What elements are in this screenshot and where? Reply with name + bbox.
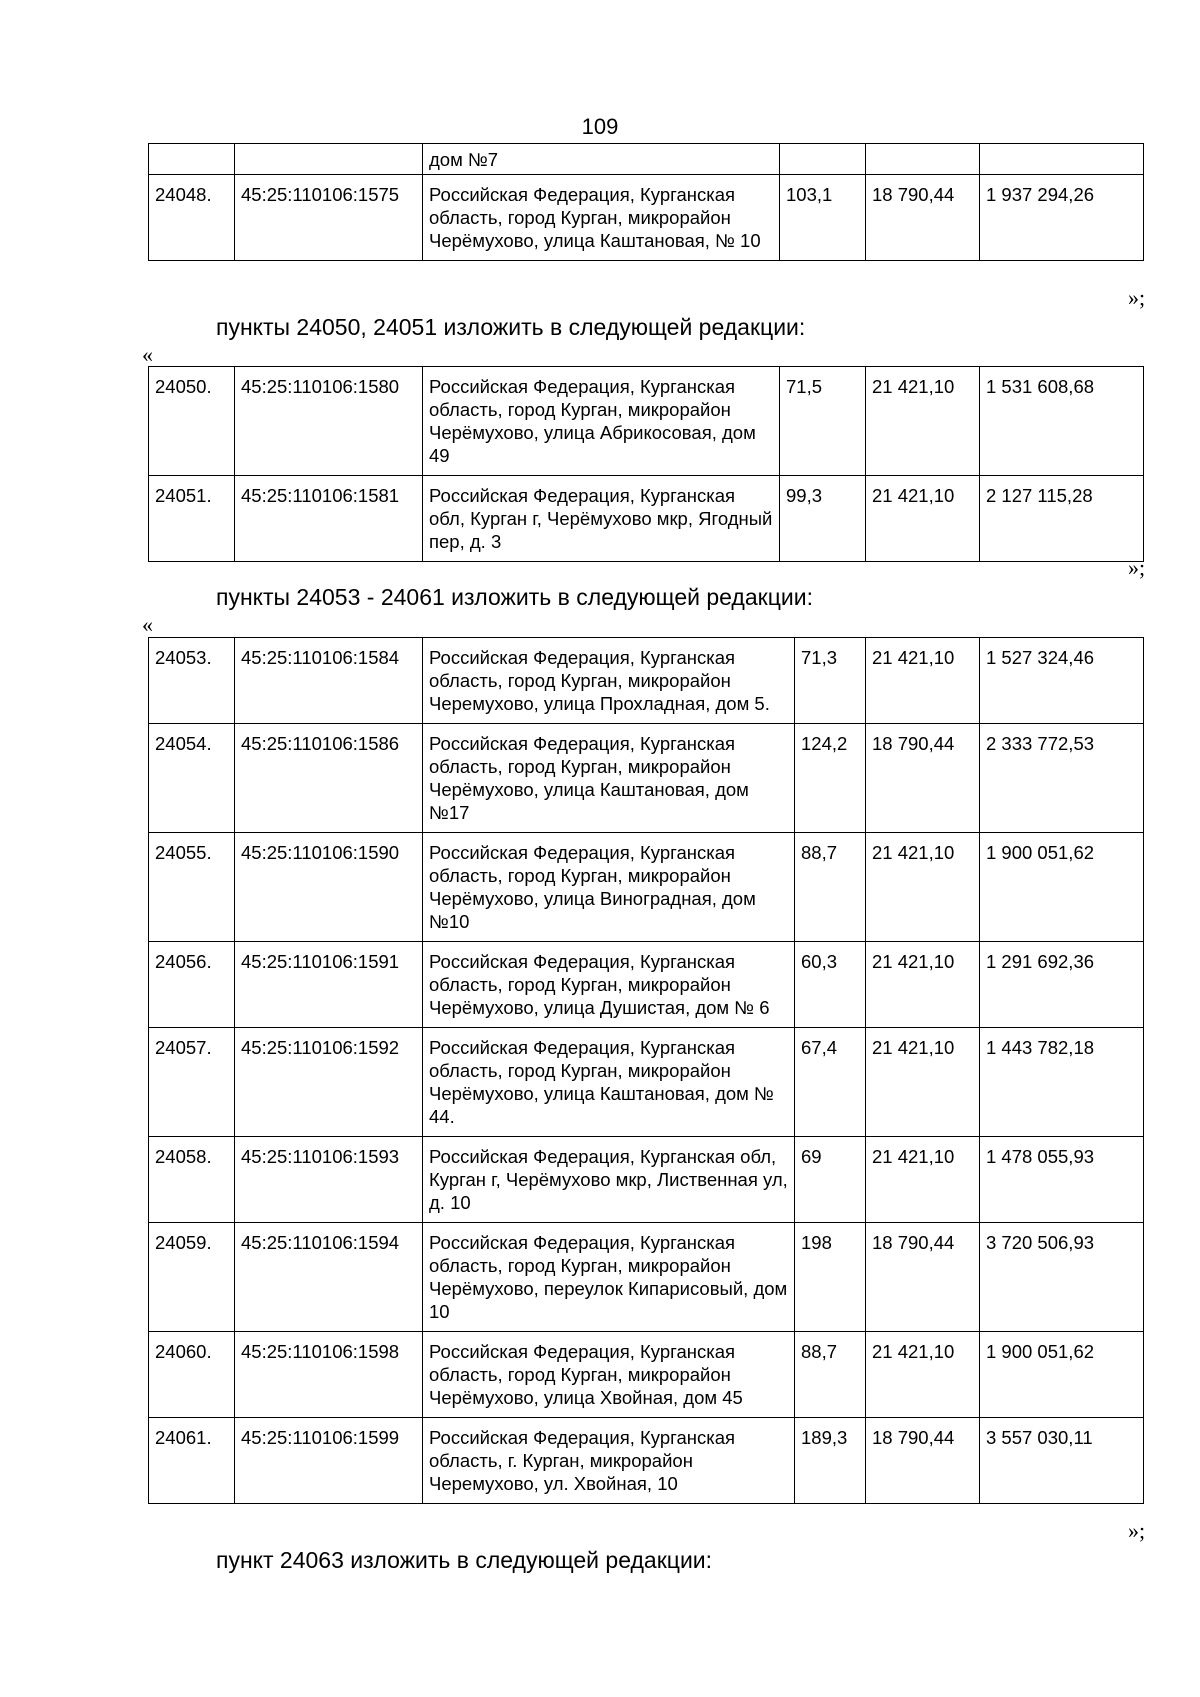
item-number: 24058. [149,1137,235,1223]
address: Российская Федерация, Курганская область, город Курган, микрорайон Черёмухово, улица Каштановая, дом № 44. [423,1028,795,1137]
area [780,144,866,175]
address: дом №7 [423,144,780,175]
unit-price: 21 421,10 [866,638,980,724]
address: Российская Федерация, Курганская область, город Курган, микрорайон Черёмухово, улица Абрикосовая, дом 49 [423,367,780,476]
table-row [149,1418,1144,1504]
item-number: 24053. [149,638,235,724]
cadastral-number: 45:25:110106:1586 [235,724,423,833]
cadastral-value: 2 333 772,53 [980,724,1144,833]
unit-price: 21 421,10 [866,833,980,942]
unit-price: 21 421,10 [866,1332,980,1418]
table-row [149,1028,1144,1137]
area: 99,3 [780,476,866,562]
closing-quote: »; [1128,1518,1146,1543]
item-number: 24055. [149,833,235,942]
cadastral-number: 45:25:110106:1584 [235,638,423,724]
unit-price [866,144,980,175]
cadastral-number: 45:25:110106:1592 [235,1028,423,1137]
unit-price: 18 790,44 [866,1418,980,1504]
table-row [149,144,1144,175]
closing-quote: »; [1128,555,1146,580]
item-number: 24056. [149,942,235,1028]
address: Российская Федерация, Курганская область, город Курган, микрорайон Черемухово, улица Прохладная, дом 5. [423,638,795,724]
cadastral-number: 45:25:110106:1593 [235,1137,423,1223]
cadastral-value: 1 443 782,18 [980,1028,1144,1137]
opening-quote: « [142,612,153,637]
table-row [149,476,1144,562]
cadastral-value: 1 900 051,62 [980,1332,1144,1418]
item-number: 24057. [149,1028,235,1137]
property-table-2 [148,366,1144,562]
amendment-intro: пункт 24063 изложить в следующей редакции: [216,1547,713,1573]
address: Российская Федерация, Курганская область, город Курган, микрорайон Черёмухово, улица Каштановая, № 10 [423,175,780,261]
cadastral-value: 3 720 506,93 [980,1223,1144,1332]
table-row [149,1137,1144,1223]
area: 88,7 [795,1332,866,1418]
unit-price: 21 421,10 [866,476,980,562]
cadastral-number: 45:25:110106:1580 [235,367,423,476]
unit-price: 21 421,10 [866,1028,980,1137]
item-number: 24054. [149,724,235,833]
item-number: 24051. [149,476,235,562]
table-row [149,942,1144,1028]
area: 69 [795,1137,866,1223]
cadastral-number: 45:25:110106:1575 [235,175,423,261]
item-number: 24061. [149,1418,235,1504]
table-row [149,724,1144,833]
page-number: 109 [581,114,619,139]
address: Российская Федерация, Курганская область, г. Курган, микрорайон Черемухово, ул. Хвойная, 10 [423,1418,795,1504]
unit-price: 21 421,10 [866,1137,980,1223]
cadastral-value: 1 527 324,46 [980,638,1144,724]
cadastral-value: 1 937 294,26 [980,175,1144,261]
address: Российская Федерация, Курганская область, город Курган, микрорайон Черёмухово, улица Виноградная, дом №10 [423,833,795,942]
area: 71,3 [795,638,866,724]
address: Российская Федерация, Курганская область, город Курган, микрорайон Черёмухово, улица Душистая, дом № 6 [423,942,795,1028]
table-row [149,367,1144,476]
item-number [149,144,235,175]
cadastral-value: 3 557 030,11 [980,1418,1144,1504]
cadastral-value: 1 478 055,93 [980,1137,1144,1223]
cadastral-value: 1 531 608,68 [980,367,1144,476]
unit-price: 21 421,10 [866,367,980,476]
cadastral-number: 45:25:110106:1590 [235,833,423,942]
amendment-intro: пункты 24053 - 24061 изложить в следующей редакции: [216,584,813,610]
table-row [149,833,1144,942]
cadastral-value [980,144,1144,175]
area: 124,2 [795,724,866,833]
table-row [149,175,1144,261]
table-row [149,1332,1144,1418]
item-number: 24059. [149,1223,235,1332]
amendment-intro: пункты 24050, 24051 изложить в следующей редакции: [216,314,806,340]
address: Российская Федерация, Курганская область, город Курган, микрорайон Черёмухово, переулок Кипарисовый, дом 10 [423,1223,795,1332]
cadastral-value: 2 127 115,28 [980,476,1144,562]
item-number: 24060. [149,1332,235,1418]
address: Российская Федерация, Курганская область, город Курган, микрорайон Черёмухово, улица Хвойная, дом 45 [423,1332,795,1418]
area: 71,5 [780,367,866,476]
area: 88,7 [795,833,866,942]
address: Российская Федерация, Курганская обл, Курган г, Черёмухово мкр, Ягодный пер, д. 3 [423,476,780,562]
item-number: 24050. [149,367,235,476]
cadastral-number: 45:25:110106:1599 [235,1418,423,1504]
cadastral-number [235,144,423,175]
cadastral-number: 45:25:110106:1598 [235,1332,423,1418]
property-table-3 [148,637,1144,1504]
address: Российская Федерация, Курганская область, город Курган, микрорайон Черёмухово, улица Каштановая, дом №17 [423,724,795,833]
area: 60,3 [795,942,866,1028]
closing-quote: »; [1128,285,1146,310]
unit-price: 18 790,44 [866,1223,980,1332]
item-number: 24048. [149,175,235,261]
table-row [149,638,1144,724]
cadastral-number: 45:25:110106:1581 [235,476,423,562]
property-table-1 [148,143,1144,261]
unit-price: 18 790,44 [866,724,980,833]
cadastral-number: 45:25:110106:1594 [235,1223,423,1332]
opening-quote: « [142,342,153,367]
area: 67,4 [795,1028,866,1137]
address: Российская Федерация, Курганская обл, Курган г, Черёмухово мкр, Лиственная ул, д. 10 [423,1137,795,1223]
cadastral-value: 1 900 051,62 [980,833,1144,942]
unit-price: 18 790,44 [866,175,980,261]
area: 198 [795,1223,866,1332]
cadastral-value: 1 291 692,36 [980,942,1144,1028]
cadastral-number: 45:25:110106:1591 [235,942,423,1028]
area: 189,3 [795,1418,866,1504]
area: 103,1 [780,175,866,261]
table-row [149,1223,1144,1332]
unit-price: 21 421,10 [866,942,980,1028]
